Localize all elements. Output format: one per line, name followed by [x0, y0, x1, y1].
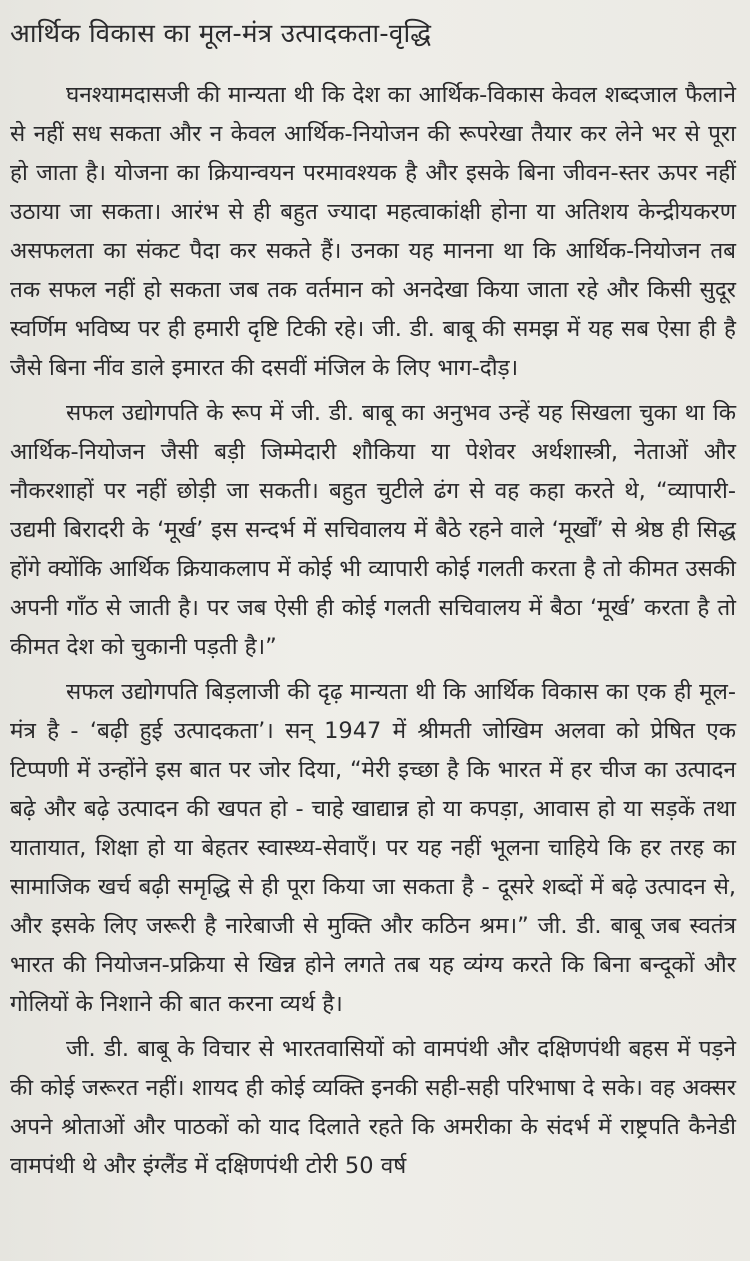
chapter-heading: आर्थिक विकास का मूल-मंत्र उत्पादकता-वृद्धि	[10, 19, 432, 49]
paragraph-3: सफल उद्योगपति बिड़लाजी की दृढ़ मान्यता थी कि आर्थिक विकास का एक ही मूल-मंत्र है - ‘बढ़ी हुई उत्पादकता’। सन् 1947 में श्रीमती जोखिम अलवा को प्रेषित एक टिप्पणी में उन्होंने इस बात पर जोर दिया, “मेरी इच्छा है कि भारत में हर चीज का उत्पादन बढ़े और बढ़े उत्पादन की खपत हो - चाहे खाद्यान्न हो या कपड़ा, आवास हो या सड़कें तथा यातायात, शिक्षा हो या बेहतर स्वास्थ्य-सेवाएँ। पर यह नहीं भूलना चाहिये कि हर तरह का सामाजिक खर्च बढ़ी समृद्धि से ही पूरा किया जा सकता है - दूसरे शब्दों में बढ़े उत्पादन से, और इसके लिए जरूरी है नारेबाजी से मुक्ति और कठिन श्रम।” जी. डी. बाबू जब स्वतंत्र भारत की नियोजन-प्रक्रिया से खिन्न होने लगते तब यह व्यंग्य करते कि बिना बन्दूकों और गोलियों के निशाने की बात करना व्यर्थ है।	[10, 679, 736, 1017]
paragraph-2: सफल उद्योगपति के रूप में जी. डी. बाबू का अनुभव उन्हें यह सिखला चुका था कि आर्थिक-नियोजन जैसी बड़ी जिम्मेदारी शौकिया या पेशेवर अर्थशास्त्री, नेताओं और नौकरशाहों पर नहीं छोड़ी जा सकती। बहुत चुटीले ढंग से वह कहा करते थे, “व्यापारी-उद्यमी बिरादरी के ‘मूर्ख’ इस सन्दर्भ में सचिवालय में बैठे रहने वाले ‘मूर्खों’ से श्रेष्ठ ही सिद्ध होंगे क्योंकि आर्थिक क्रियाकलाप में कोई भी व्यापारी कोई गलती करता है तो कीमत उसकी अपनी गाँठ से जाती है। पर जब ऐसी ही कोई गलती सचिवालय में बैठा ‘मूर्ख’ करता है तो कीमत देश को चुकानी पड़ती है।”	[10, 400, 736, 660]
paragraph-4: जी. डी. बाबू के विचार से भारतवासियों को वामपंथी और दक्षिणपंथी बहस में पड़ने की कोई जरूरत नहीं। शायद ही कोई व्यक्ति इनकी सही-सही परिभाषा दे सके। वह अक्सर अपने श्रोताओं और पाठकों को याद दिलाते रहते कि अमरीका के संदर्भ में राष्ट्रपति कैनेडी वामपंथी थे और इंग्लैंड में दक्षिणपंथी टोरी 50 वर्ष	[10, 1036, 736, 1179]
paragraph-1: घनश्यामदासजी की मान्यता थी कि देश का आर्थिक-विकास केवल शब्दजाल फैलाने से नहीं सध सकता और न केवल आर्थिक-नियोजन की रूपरेखा तैयार कर लेने भर से पूरा हो जाता है। योजना का क्रियान्वयन परमावश्यक है और इसके बिना जीवन-स्तर ऊपर नहीं उठाया जा सकता। आरंभ से ही बहुत ज्यादा महत्वाकांक्षी होना या अतिशय केन्द्रीयकरण असफलता का संकट पैदा कर सकते हैं। उनका यह मानना था कि आर्थिक-नियोजन तब तक सफल नहीं हो सकता जब तक वर्तमान को अनदेखा किया जाता रहे और किसी सुदूर स्वर्णिम भविष्य पर ही हमारी दृष्टि टिकी रहे। जी. डी. बाबू की समझ में यह सब ऐसा ही है जैसे बिना नींव डाले इमारत की दसवीं मंजिल के लिए भाग-दौड़।	[10, 82, 736, 381]
